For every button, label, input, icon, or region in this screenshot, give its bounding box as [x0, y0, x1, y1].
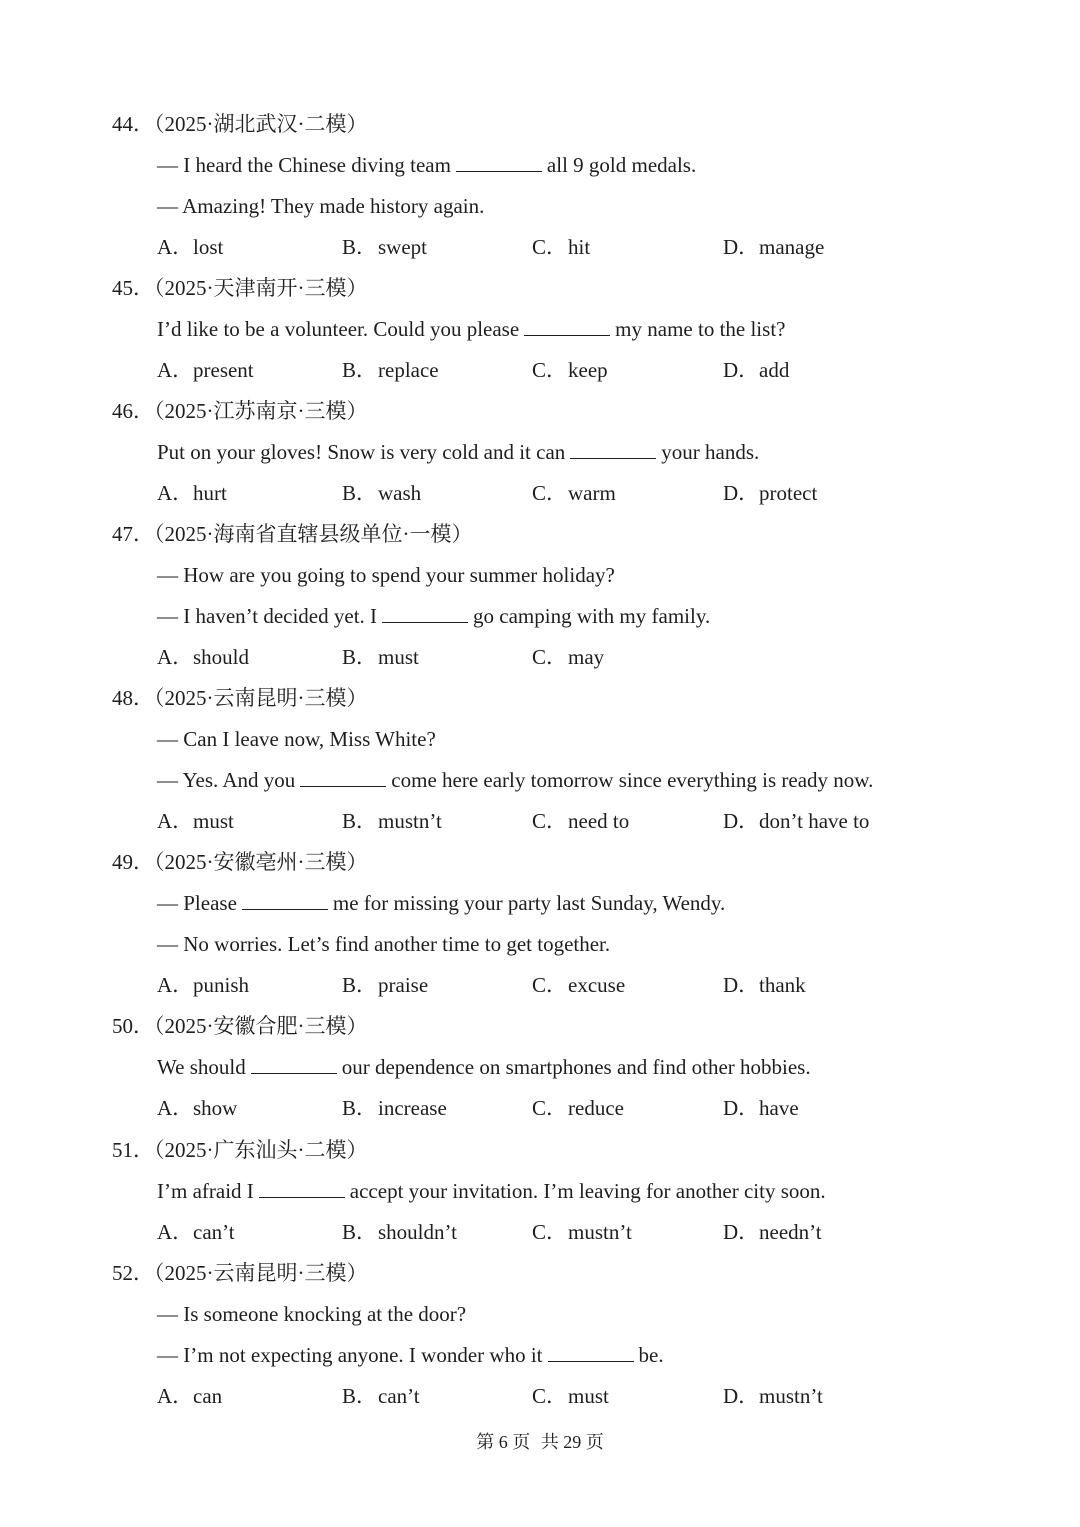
question-stem: [157, 1177, 826, 1205]
question-source: （2025·云南昆明·三模）: [154, 686, 368, 710]
option-letter: A．: [157, 809, 194, 833]
question-header: [112, 110, 368, 138]
page-footer: [0, 1429, 1080, 1455]
stem-text: come here early tomorrow since everything is ready now.: [391, 768, 874, 792]
option-b: [342, 1094, 447, 1122]
option-letter: A．: [157, 481, 194, 505]
option-letter: B．: [342, 973, 378, 997]
stem-text: — Is someone knocking at the door?: [157, 1302, 467, 1326]
option-text: mustn’t: [568, 1220, 632, 1244]
question-source: （2025·广东汕头·二模）: [154, 1138, 368, 1162]
question-stem: [157, 561, 615, 589]
options-row: [157, 1094, 917, 1122]
option-text: warm: [568, 481, 616, 505]
options-row: [157, 971, 917, 999]
question-number: 50．: [112, 1014, 154, 1038]
question-stem: [157, 438, 759, 466]
option-text: needn’t: [759, 1220, 822, 1244]
option-text: shouldn’t: [378, 1220, 457, 1244]
option-letter: B．: [342, 481, 378, 505]
stem-text: go camping with my family.: [473, 604, 711, 628]
option-text: may: [568, 645, 605, 669]
option-text: hit: [568, 235, 591, 259]
question-stem: [157, 766, 873, 794]
option-text: praise: [378, 973, 429, 997]
option-text: can’t: [378, 1384, 420, 1408]
question-stem: [157, 192, 484, 220]
option-a: [157, 479, 227, 507]
question-source: （2025·江苏南京·三模）: [154, 399, 368, 423]
question-source: （2025·云南昆明·三模）: [154, 1261, 368, 1285]
question-header: [112, 1012, 368, 1040]
option-letter: C．: [532, 1384, 568, 1408]
option-text: punish: [193, 973, 250, 997]
option-b: [342, 233, 427, 261]
stem-text: — Please: [157, 891, 237, 915]
option-b: [342, 356, 439, 384]
answer-blank: [382, 604, 468, 623]
stem-text: — Amazing! They made history again.: [157, 194, 485, 218]
question-source: （2025·天津南开·三模）: [154, 276, 368, 300]
stem-text: — Yes. And you: [157, 768, 296, 792]
question-header: [112, 684, 368, 712]
option-a: [157, 1218, 235, 1246]
option-text: can: [193, 1384, 223, 1408]
option-letter: D．: [723, 973, 760, 997]
option-text: wash: [378, 481, 422, 505]
question-number: 47．: [112, 522, 154, 546]
options-row: [157, 1382, 917, 1410]
option-letter: D．: [723, 481, 760, 505]
stem-text: our dependence on smartphones and find other hobbies.: [341, 1055, 811, 1079]
option-letter: D．: [723, 809, 760, 833]
stem-text: Put on your gloves! Snow is very cold and it can: [157, 440, 566, 464]
option-text: mustn’t: [759, 1384, 823, 1408]
options-row: [157, 233, 917, 261]
question-stem: [157, 889, 725, 917]
stem-text: your hands.: [661, 440, 760, 464]
question-source: （2025·湖北武汉·二模）: [154, 112, 368, 136]
answer-blank: [524, 317, 610, 336]
option-d: [723, 233, 824, 261]
option-letter: A．: [157, 1384, 194, 1408]
question-stem: [157, 930, 610, 958]
option-text: present: [193, 358, 254, 382]
option-text: swept: [378, 235, 427, 259]
stem-text: me for missing your party last Sunday, Wendy.: [332, 891, 726, 915]
question-stem: [157, 725, 436, 753]
option-text: should: [193, 645, 250, 669]
option-text: hurt: [193, 481, 227, 505]
options-row: [157, 807, 917, 835]
option-letter: B．: [342, 1220, 378, 1244]
option-a: [157, 971, 249, 999]
question-stem: [157, 315, 785, 343]
question-header: [112, 274, 368, 302]
option-letter: C．: [532, 481, 568, 505]
stem-text: be.: [638, 1343, 664, 1367]
option-b: [342, 807, 442, 835]
stem-text: I’d like to be a volunteer. Could you please: [157, 317, 520, 341]
option-a: [157, 643, 249, 671]
option-d: [723, 479, 817, 507]
option-letter: C．: [532, 1096, 568, 1120]
question-stem: [157, 602, 710, 630]
option-a: [157, 1382, 222, 1410]
option-text: lost: [193, 235, 224, 259]
question-source: （2025·海南省直辖县级单位·一模）: [154, 522, 473, 546]
option-text: have: [759, 1096, 799, 1120]
option-c: [532, 643, 604, 671]
option-text: don’t have to: [759, 809, 870, 833]
option-c: [532, 356, 608, 384]
option-b: [342, 1218, 457, 1246]
option-a: [157, 233, 223, 261]
option-text: reduce: [568, 1096, 624, 1120]
option-letter: A．: [157, 358, 194, 382]
option-letter: B．: [342, 358, 378, 382]
option-letter: B．: [342, 235, 378, 259]
option-b: [342, 1382, 420, 1410]
option-letter: A．: [157, 235, 194, 259]
option-letter: C．: [532, 358, 568, 382]
question-number: 44．: [112, 112, 154, 136]
answer-blank: [242, 891, 328, 910]
question-header: [112, 1136, 368, 1164]
question-number: 45．: [112, 276, 154, 300]
option-d: [723, 1218, 822, 1246]
option-b: [342, 643, 419, 671]
option-c: [532, 1094, 624, 1122]
option-letter: C．: [532, 809, 568, 833]
question-source: （2025·安徽亳州·三模）: [154, 850, 368, 874]
option-d: [723, 807, 869, 835]
question-header: [112, 848, 368, 876]
page-number: 第 6 页: [476, 1432, 531, 1452]
question-number: 46．: [112, 399, 154, 423]
option-letter: D．: [723, 1220, 760, 1244]
option-letter: A．: [157, 645, 194, 669]
options-row: [157, 1218, 917, 1246]
options-row: [157, 479, 917, 507]
option-a: [157, 1094, 237, 1122]
option-text: must: [193, 809, 234, 833]
question-number: 51．: [112, 1138, 154, 1162]
stem-text: We should: [157, 1055, 246, 1079]
option-c: [532, 1218, 632, 1246]
question-stem: [157, 1300, 466, 1328]
option-text: increase: [378, 1096, 447, 1120]
option-text: thank: [759, 973, 806, 997]
option-text: protect: [759, 481, 818, 505]
option-d: [723, 356, 789, 384]
stem-text: — I heard the Chinese diving team: [157, 153, 451, 177]
option-text: keep: [568, 358, 608, 382]
option-letter: C．: [532, 645, 568, 669]
question-source: （2025·安徽合肥·三模）: [154, 1014, 368, 1038]
option-letter: A．: [157, 1096, 194, 1120]
option-letter: D．: [723, 1096, 760, 1120]
stem-text: I’m afraid I: [157, 1179, 254, 1203]
stem-text: — Can I leave now, Miss White?: [157, 727, 436, 751]
question-number: 52．: [112, 1261, 154, 1285]
option-text: add: [759, 358, 790, 382]
option-text: must: [568, 1384, 609, 1408]
option-c: [532, 971, 625, 999]
answer-blank: [548, 1343, 634, 1362]
option-letter: B．: [342, 1384, 378, 1408]
option-letter: D．: [723, 358, 760, 382]
stem-text: — I’m not expecting anyone. I wonder who it: [157, 1343, 543, 1367]
option-letter: C．: [532, 973, 568, 997]
option-letter: D．: [723, 1384, 760, 1408]
option-b: [342, 971, 428, 999]
question-stem: [157, 151, 696, 179]
answer-blank: [570, 440, 656, 459]
stem-text: — I haven’t decided yet. I: [157, 604, 378, 628]
answer-blank: [456, 153, 542, 172]
option-a: [157, 807, 234, 835]
option-letter: C．: [532, 1220, 568, 1244]
option-letter: B．: [342, 1096, 378, 1120]
page-total: 共 29 页: [540, 1432, 604, 1452]
option-d: [723, 971, 806, 999]
option-text: mustn’t: [378, 809, 442, 833]
option-d: [723, 1382, 823, 1410]
option-c: [532, 479, 616, 507]
question-number: 49．: [112, 850, 154, 874]
option-letter: A．: [157, 973, 194, 997]
option-letter: B．: [342, 809, 378, 833]
option-text: can’t: [193, 1220, 235, 1244]
question-header: [112, 1259, 368, 1287]
option-letter: B．: [342, 645, 378, 669]
option-text: need to: [568, 809, 630, 833]
options-row: [157, 643, 917, 671]
option-text: manage: [759, 235, 825, 259]
option-letter: D．: [723, 235, 760, 259]
stem-text: — How are you going to spend your summer holiday?: [157, 563, 615, 587]
option-letter: C．: [532, 235, 568, 259]
answer-blank: [251, 1055, 337, 1074]
option-text: excuse: [568, 973, 626, 997]
question-stem: [157, 1341, 664, 1369]
stem-text: all 9 gold medals.: [546, 153, 697, 177]
option-c: [532, 233, 590, 261]
option-text: show: [193, 1096, 238, 1120]
option-letter: A．: [157, 1220, 194, 1244]
option-c: [532, 1382, 609, 1410]
answer-blank: [259, 1179, 345, 1198]
option-text: must: [378, 645, 419, 669]
stem-text: my name to the list?: [615, 317, 786, 341]
question-header: [112, 397, 368, 425]
options-row: [157, 356, 917, 384]
question-number: 48．: [112, 686, 154, 710]
option-d: [723, 1094, 799, 1122]
option-c: [532, 807, 629, 835]
option-text: replace: [378, 358, 439, 382]
question-stem: [157, 1053, 811, 1081]
stem-text: — No worries. Let’s find another time to get together.: [157, 932, 611, 956]
question-header: [112, 520, 473, 548]
option-a: [157, 356, 254, 384]
answer-blank: [300, 768, 386, 787]
option-b: [342, 479, 421, 507]
stem-text: accept your invitation. I’m leaving for another city soon.: [349, 1179, 826, 1203]
